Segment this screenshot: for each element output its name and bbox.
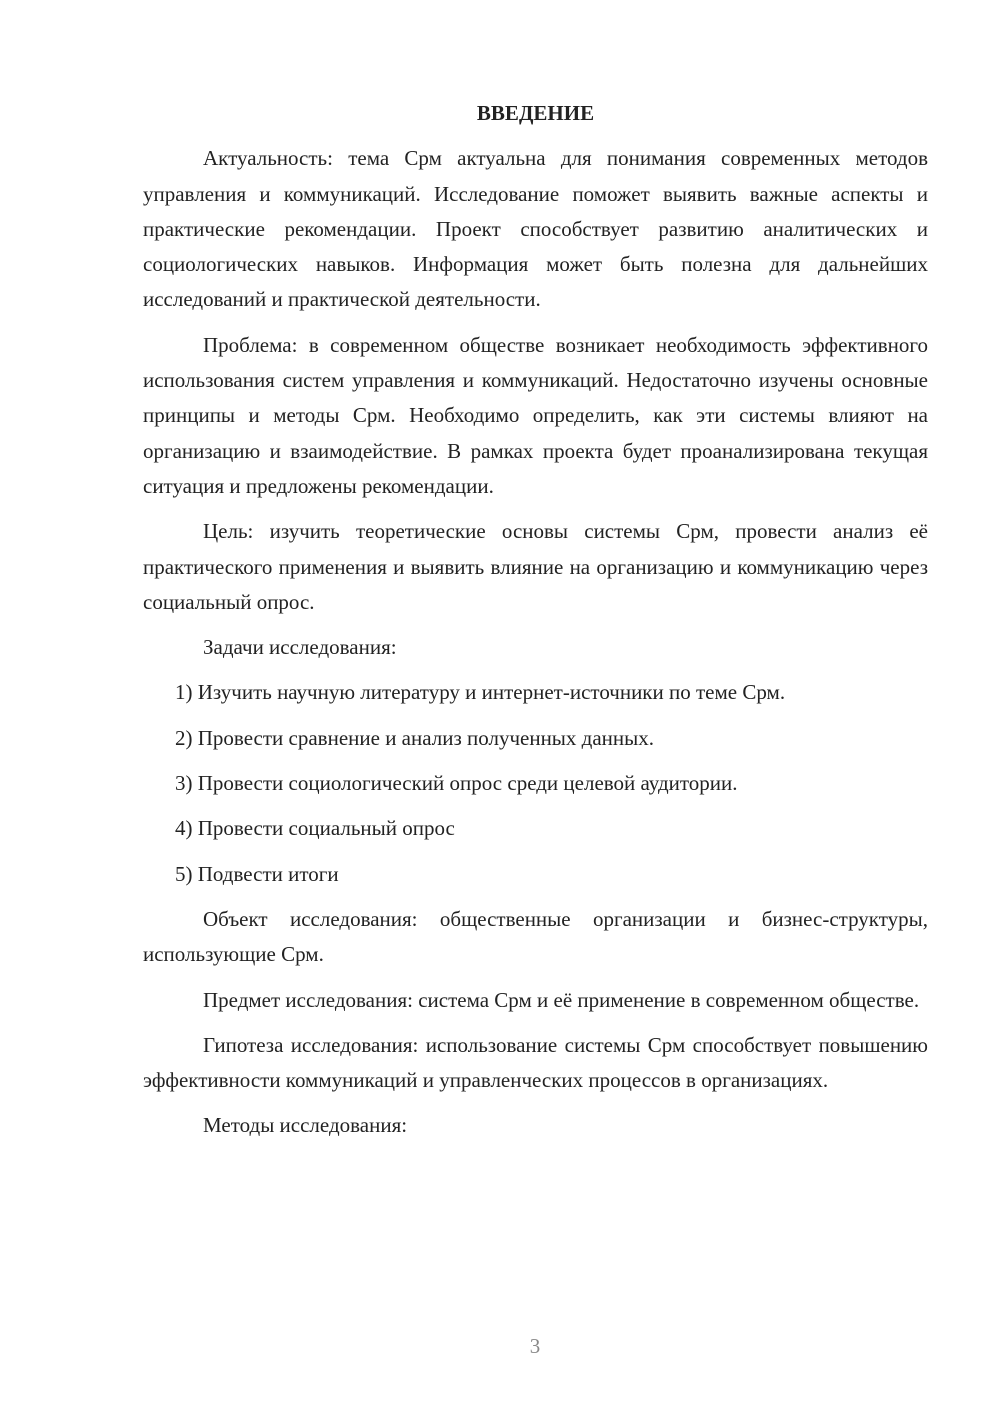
paragraph-subject: Предмет исследования: система Срм и её применение в современном обществе. <box>203 987 920 1012</box>
paragraph-goal: Цель: изучить теоретические основы системы Срм, провести анализ её практического применения и выявить влияние на организацию и коммуникацию через социальный опрос. <box>143 519 928 614</box>
methods-heading: Методы исследования: <box>203 1113 408 1138</box>
tasks-heading: Задачи исследования: <box>203 635 397 660</box>
page-content <box>143 96 928 1154</box>
paragraph-problem: Проблема: в современном обществе возникает необходимость эффективного использования систем управления и коммуникаций. Недостаточно изучены основные принципы и методы Срм. Необходимо определить, как эти системы влияют на организацию и взаимодействие. В рамках проекта будет проанализирована текущая ситуация и предложены рекомендации. <box>143 332 928 498</box>
list-item: 5) Подвести итоги <box>175 861 339 886</box>
list-item: 3) Провести социологический опрос среди целевой аудитории. <box>175 771 738 796</box>
page-number: 3 <box>529 1334 541 1358</box>
tasks-list <box>143 675 928 891</box>
paragraph-object: Объект исследования: общественные организации и бизнес-структуры, использующие Срм. <box>143 906 928 967</box>
section-title: ВВЕДЕНИЕ <box>476 101 595 125</box>
paragraph-hypothesis: Гипотеза исследования: использование системы Срм способствует повышению эффективности коммуникаций и управленческих процессов в организациях. <box>143 1032 928 1093</box>
list-item: 4) Провести социальный опрос <box>175 816 455 841</box>
paragraph-relevance: Актуальность: тема Срм актуальна для понимания современных методов управления и коммуникаций. Исследование поможет выявить важные аспекты и практические рекомендации. Проект способствует развитию аналитических и социологических навыков. Информация может быть полезна для дальнейших исследований и практической деятельности. <box>143 146 928 312</box>
list-item: 2) Провести сравнение и анализ полученных данных. <box>175 725 655 750</box>
list-item: 1) Изучить научную литературу и интернет-источники по теме Срм. <box>175 680 786 705</box>
